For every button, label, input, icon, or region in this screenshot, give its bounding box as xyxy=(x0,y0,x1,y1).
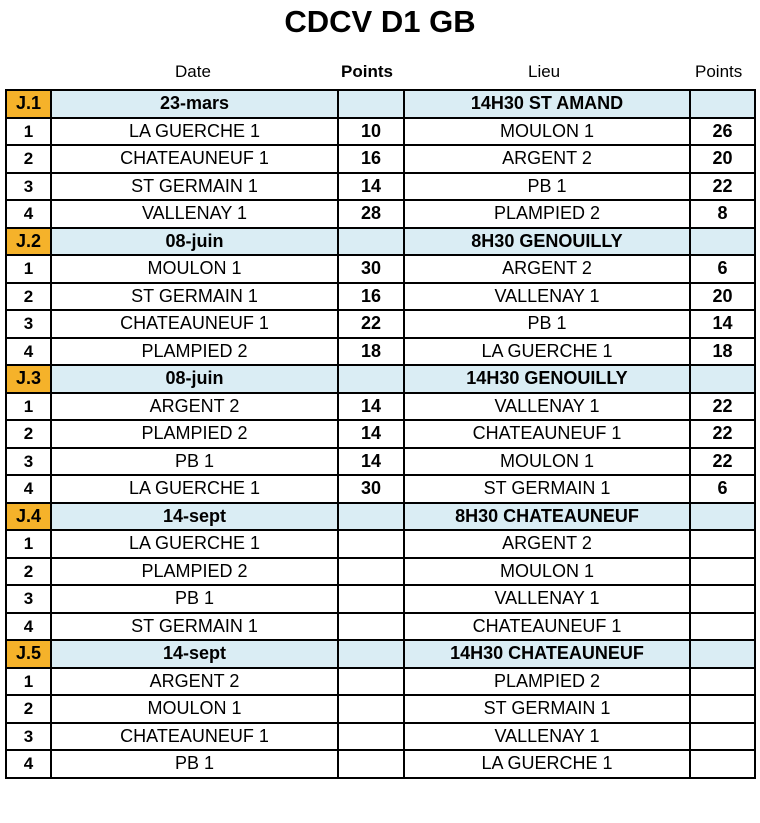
away-points xyxy=(690,530,755,558)
home-points xyxy=(338,585,404,613)
away-team: PB 1 xyxy=(404,310,690,338)
away-team: PLAMPIED 2 xyxy=(404,668,690,696)
match-row xyxy=(6,448,755,476)
home-points: 14 xyxy=(338,420,404,448)
match-number: 2 xyxy=(6,420,51,448)
page-title: CDCV D1 GB xyxy=(284,4,476,39)
home-points: 28 xyxy=(338,200,404,228)
home-team: PB 1 xyxy=(51,448,338,476)
match-number: 1 xyxy=(6,668,51,696)
home-team: CHATEAUNEUF 1 xyxy=(51,723,338,751)
away-points: 26 xyxy=(690,118,755,146)
away-points xyxy=(690,723,755,751)
match-row xyxy=(6,393,755,421)
journee-date: 08-juin xyxy=(51,228,338,256)
away-points: 6 xyxy=(690,475,755,503)
away-team: VALLENAY 1 xyxy=(404,723,690,751)
match-number: 4 xyxy=(6,475,51,503)
match-number: 3 xyxy=(6,448,51,476)
journee-points-right-blank xyxy=(690,503,755,531)
home-team: LA GUERCHE 1 xyxy=(51,475,338,503)
away-points xyxy=(690,613,755,641)
match-row xyxy=(6,200,755,228)
away-points xyxy=(690,695,755,723)
home-team: ARGENT 2 xyxy=(51,668,338,696)
away-team: LA GUERCHE 1 xyxy=(404,750,690,778)
away-team: PB 1 xyxy=(404,173,690,201)
home-team: PB 1 xyxy=(51,585,338,613)
home-points: 14 xyxy=(338,173,404,201)
match-row xyxy=(6,310,755,338)
home-points: 30 xyxy=(338,255,404,283)
away-team: CHATEAUNEUF 1 xyxy=(404,420,690,448)
match-row xyxy=(6,613,755,641)
match-row xyxy=(6,530,755,558)
away-team: LA GUERCHE 1 xyxy=(404,338,690,366)
match-row xyxy=(6,118,755,146)
match-row xyxy=(6,173,755,201)
home-team: ST GERMAIN 1 xyxy=(51,173,338,201)
home-team: PLAMPIED 2 xyxy=(51,420,338,448)
away-points: 22 xyxy=(690,420,755,448)
journee-label: J.3 xyxy=(6,365,51,393)
match-row xyxy=(6,420,755,448)
home-points: 16 xyxy=(338,283,404,311)
match-row xyxy=(6,750,755,778)
home-points: 22 xyxy=(338,310,404,338)
home-points xyxy=(338,613,404,641)
away-points: 22 xyxy=(690,173,755,201)
match-number: 2 xyxy=(6,695,51,723)
match-number: 2 xyxy=(6,283,51,311)
journee-label: J.4 xyxy=(6,503,51,531)
home-team: MOULON 1 xyxy=(51,255,338,283)
home-points: 18 xyxy=(338,338,404,366)
journee-header-row xyxy=(6,503,755,531)
home-team: ST GERMAIN 1 xyxy=(51,613,338,641)
away-team: ST GERMAIN 1 xyxy=(404,475,690,503)
schedule-table xyxy=(5,89,756,779)
journee-points-left-blank xyxy=(338,640,404,668)
home-points xyxy=(338,530,404,558)
journee-label: J.5 xyxy=(6,640,51,668)
column-header-lieu: Lieu xyxy=(528,62,561,81)
home-points: 16 xyxy=(338,145,404,173)
home-points xyxy=(338,695,404,723)
away-team: VALLENAY 1 xyxy=(404,585,690,613)
journee-points-left-blank xyxy=(338,90,404,118)
home-points: 30 xyxy=(338,475,404,503)
match-row xyxy=(6,283,755,311)
match-row xyxy=(6,338,755,366)
away-points: 6 xyxy=(690,255,755,283)
home-team: ST GERMAIN 1 xyxy=(51,283,338,311)
journee-header-row xyxy=(6,228,755,256)
journee-points-right-blank xyxy=(690,640,755,668)
away-team: VALLENAY 1 xyxy=(404,393,690,421)
journee-lieu: 14H30 CHATEAUNEUF xyxy=(404,640,690,668)
match-number: 4 xyxy=(6,613,51,641)
away-team: ARGENT 2 xyxy=(404,255,690,283)
match-number: 2 xyxy=(6,145,51,173)
journee-lieu: 8H30 CHATEAUNEUF xyxy=(404,503,690,531)
match-number: 4 xyxy=(6,200,51,228)
away-points: 18 xyxy=(690,338,755,366)
home-team: PB 1 xyxy=(51,750,338,778)
match-row xyxy=(6,475,755,503)
home-team: LA GUERCHE 1 xyxy=(51,118,338,146)
away-points xyxy=(690,558,755,586)
journee-lieu: 14H30 ST AMAND xyxy=(404,90,690,118)
home-team: MOULON 1 xyxy=(51,695,338,723)
match-number: 1 xyxy=(6,393,51,421)
home-team: PLAMPIED 2 xyxy=(51,338,338,366)
match-row xyxy=(6,668,755,696)
match-number: 1 xyxy=(6,530,51,558)
column-header-date: Date xyxy=(175,62,211,81)
away-team: ST GERMAIN 1 xyxy=(404,695,690,723)
away-points: 20 xyxy=(690,145,755,173)
away-team: MOULON 1 xyxy=(404,558,690,586)
journee-points-left-blank xyxy=(338,365,404,393)
home-points: 14 xyxy=(338,448,404,476)
column-header-points-right: Points xyxy=(695,62,743,81)
journee-points-right-blank xyxy=(690,228,755,256)
away-points xyxy=(690,585,755,613)
home-team: CHATEAUNEUF 1 xyxy=(51,310,338,338)
away-team: MOULON 1 xyxy=(404,448,690,476)
away-points xyxy=(690,750,755,778)
match-number: 1 xyxy=(6,255,51,283)
journee-date: 14-sept xyxy=(51,503,338,531)
away-points: 22 xyxy=(690,393,755,421)
match-number: 3 xyxy=(6,310,51,338)
match-number: 3 xyxy=(6,723,51,751)
schedule-body xyxy=(6,90,755,778)
home-team: CHATEAUNEUF 1 xyxy=(51,145,338,173)
journee-label: J.1 xyxy=(6,90,51,118)
journee-lieu: 14H30 GENOUILLY xyxy=(404,365,690,393)
away-points: 20 xyxy=(690,283,755,311)
away-team: PLAMPIED 2 xyxy=(404,200,690,228)
home-points: 14 xyxy=(338,393,404,421)
match-number: 2 xyxy=(6,558,51,586)
journee-lieu: 8H30 GENOUILLY xyxy=(404,228,690,256)
journee-points-right-blank xyxy=(690,365,755,393)
journee-points-right-blank xyxy=(690,90,755,118)
home-points xyxy=(338,750,404,778)
journee-header-row xyxy=(6,365,755,393)
journee-date: 08-juin xyxy=(51,365,338,393)
home-team: LA GUERCHE 1 xyxy=(51,530,338,558)
home-points xyxy=(338,558,404,586)
match-number: 4 xyxy=(6,338,51,366)
away-team: ARGENT 2 xyxy=(404,145,690,173)
away-points xyxy=(690,668,755,696)
match-row xyxy=(6,558,755,586)
home-points xyxy=(338,668,404,696)
match-row xyxy=(6,695,755,723)
home-team: ARGENT 2 xyxy=(51,393,338,421)
match-number: 3 xyxy=(6,585,51,613)
journee-points-left-blank xyxy=(338,503,404,531)
away-team: ARGENT 2 xyxy=(404,530,690,558)
match-number: 1 xyxy=(6,118,51,146)
journee-date: 14-sept xyxy=(51,640,338,668)
match-row xyxy=(6,145,755,173)
match-number: 4 xyxy=(6,750,51,778)
away-points: 8 xyxy=(690,200,755,228)
journee-header-row xyxy=(6,90,755,118)
home-points xyxy=(338,723,404,751)
journee-label: J.2 xyxy=(6,228,51,256)
journee-points-left-blank xyxy=(338,228,404,256)
away-team: VALLENAY 1 xyxy=(404,283,690,311)
home-team: PLAMPIED 2 xyxy=(51,558,338,586)
home-points: 10 xyxy=(338,118,404,146)
away-points: 14 xyxy=(690,310,755,338)
match-row xyxy=(6,255,755,283)
journee-date: 23-mars xyxy=(51,90,338,118)
journee-header-row xyxy=(6,640,755,668)
match-row xyxy=(6,585,755,613)
match-number: 3 xyxy=(6,173,51,201)
away-team: MOULON 1 xyxy=(404,118,690,146)
column-header-points-left: Points xyxy=(341,62,393,81)
match-row xyxy=(6,723,755,751)
home-team: VALLENAY 1 xyxy=(51,200,338,228)
away-team: CHATEAUNEUF 1 xyxy=(404,613,690,641)
away-points: 22 xyxy=(690,448,755,476)
